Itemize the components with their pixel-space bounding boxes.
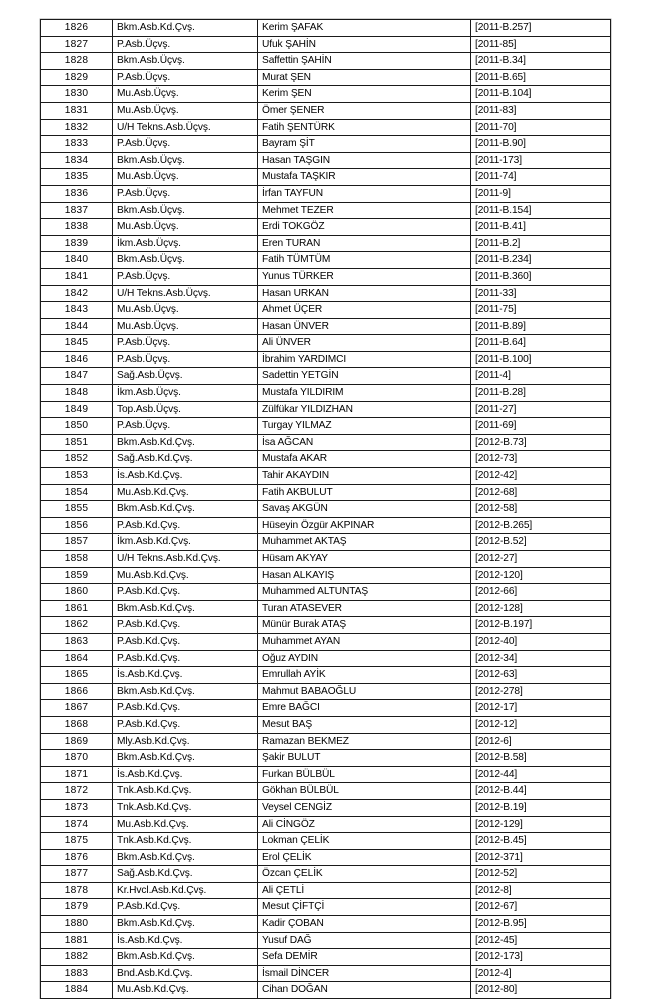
row-rank-cell: Tnk.Asb.Kd.Çvş. [113, 783, 258, 800]
row-rank-cell: Bkm.Asb.Kd.Çvş. [113, 600, 258, 617]
row-rank-cell: İkm.Asb.Üçvş. [113, 385, 258, 402]
table-row [41, 468, 611, 485]
row-rank-cell: Mly.Asb.Kd.Çvş. [113, 733, 258, 750]
row-rank-cell: P.Asb.Kd.Çvş. [113, 617, 258, 634]
row-reference-cell: [2012-80] [471, 982, 611, 999]
row-rank-cell: Bkm.Asb.Üçvş. [113, 152, 258, 169]
table-row [41, 567, 611, 584]
row-name-cell: Ali CİNGÖZ [258, 816, 471, 833]
row-rank-cell: P.Asb.Üçvş. [113, 36, 258, 53]
row-index-cell: 1829 [41, 69, 113, 86]
table-row [41, 418, 611, 435]
row-reference-cell: [2011-B.104] [471, 86, 611, 103]
row-reference-cell: [2012-B.73] [471, 434, 611, 451]
row-index-cell: 1871 [41, 766, 113, 783]
row-rank-cell: P.Asb.Üçvş. [113, 335, 258, 352]
row-rank-cell: P.Asb.Kd.Çvş. [113, 899, 258, 916]
row-name-cell: Mustafa AKAR [258, 451, 471, 468]
row-rank-cell: Bkm.Asb.Üçvş. [113, 252, 258, 269]
row-name-cell: Ramazan BEKMEZ [258, 733, 471, 750]
row-name-cell: Tahir AKAYDIN [258, 468, 471, 485]
row-index-cell: 1880 [41, 916, 113, 933]
row-reference-cell: [2011-B.90] [471, 136, 611, 153]
row-index-cell: 1842 [41, 285, 113, 302]
row-name-cell: Ufuk ŞAHİN [258, 36, 471, 53]
row-reference-cell: [2011-B.154] [471, 202, 611, 219]
row-rank-cell: Top.Asb.Üçvş. [113, 401, 258, 418]
row-name-cell: Muhammed ALTUNTAŞ [258, 584, 471, 601]
table-row [41, 185, 611, 202]
row-rank-cell: P.Asb.Kd.Çvş. [113, 700, 258, 717]
row-index-cell: 1883 [41, 965, 113, 982]
row-name-cell: Eren TURAN [258, 235, 471, 252]
row-index-cell: 1827 [41, 36, 113, 53]
row-reference-cell: [2012-34] [471, 650, 611, 667]
row-rank-cell: Bnd.Asb.Kd.Çvş. [113, 965, 258, 982]
row-reference-cell: [2012-45] [471, 932, 611, 949]
row-rank-cell: Bkm.Asb.Kd.Çvş. [113, 434, 258, 451]
row-reference-cell: [2011-173] [471, 152, 611, 169]
row-reference-cell: [2012-B.19] [471, 799, 611, 816]
roster-table-body [41, 20, 611, 999]
row-name-cell: Sefa DEMİR [258, 949, 471, 966]
row-reference-cell: [2011-70] [471, 119, 611, 136]
row-reference-cell: [2012-52] [471, 866, 611, 883]
table-row [41, 882, 611, 899]
row-rank-cell: İkm.Asb.Kd.Çvş. [113, 534, 258, 551]
row-rank-cell: Mu.Asb.Kd.Çvş. [113, 982, 258, 999]
row-name-cell: Murat ŞEN [258, 69, 471, 86]
row-name-cell: Fatih ŞENTÜRK [258, 119, 471, 136]
table-row [41, 53, 611, 70]
row-rank-cell: Mu.Asb.Kd.Çvş. [113, 567, 258, 584]
table-row [41, 219, 611, 236]
row-index-cell: 1870 [41, 750, 113, 767]
row-name-cell: Ahmet ÜÇER [258, 302, 471, 319]
row-index-cell: 1848 [41, 385, 113, 402]
row-index-cell: 1869 [41, 733, 113, 750]
row-reference-cell: [2012-12] [471, 716, 611, 733]
row-reference-cell: [2011-B.28] [471, 385, 611, 402]
table-row [41, 833, 611, 850]
row-rank-cell: Bkm.Asb.Kd.Çvş. [113, 683, 258, 700]
row-reference-cell: [2012-371] [471, 849, 611, 866]
row-name-cell: Mesut ÇİFTÇİ [258, 899, 471, 916]
row-name-cell: Oğuz AYDIN [258, 650, 471, 667]
table-row [41, 69, 611, 86]
row-reference-cell: [2012-27] [471, 551, 611, 568]
row-reference-cell: [2011-B.234] [471, 252, 611, 269]
row-reference-cell: [2011-B.360] [471, 268, 611, 285]
row-index-cell: 1862 [41, 617, 113, 634]
row-rank-cell: Mu.Asb.Kd.Çvş. [113, 484, 258, 501]
row-index-cell: 1846 [41, 351, 113, 368]
row-reference-cell: [2012-44] [471, 766, 611, 783]
row-name-cell: Hüsam AKYAY [258, 551, 471, 568]
row-reference-cell: [2012-B.52] [471, 534, 611, 551]
row-rank-cell: Bkm.Asb.Kd.Çvş. [113, 20, 258, 37]
row-name-cell: Kerim ŞEN [258, 86, 471, 103]
row-reference-cell: [2012-B.58] [471, 750, 611, 767]
row-reference-cell: [2012-17] [471, 700, 611, 717]
table-row [41, 600, 611, 617]
row-name-cell: Gökhan BÜLBÜL [258, 783, 471, 800]
row-reference-cell: [2012-129] [471, 816, 611, 833]
row-rank-cell: P.Asb.Üçvş. [113, 69, 258, 86]
row-reference-cell: [2011-B.34] [471, 53, 611, 70]
row-index-cell: 1839 [41, 235, 113, 252]
row-rank-cell: P.Asb.Üçvş. [113, 185, 258, 202]
row-reference-cell: [2011-9] [471, 185, 611, 202]
row-rank-cell: Mu.Asb.Üçvş. [113, 102, 258, 119]
row-reference-cell: [2011-74] [471, 169, 611, 186]
row-index-cell: 1832 [41, 119, 113, 136]
table-row [41, 351, 611, 368]
table-row [41, 783, 611, 800]
row-name-cell: Hüseyin Özgür AKPINAR [258, 517, 471, 534]
row-name-cell: Furkan BÜLBÜL [258, 766, 471, 783]
row-reference-cell: [2012-68] [471, 484, 611, 501]
table-row [41, 534, 611, 551]
row-name-cell: Cihan DOĞAN [258, 982, 471, 999]
table-row [41, 20, 611, 37]
row-index-cell: 1866 [41, 683, 113, 700]
row-index-cell: 1875 [41, 833, 113, 850]
row-index-cell: 1857 [41, 534, 113, 551]
table-row [41, 36, 611, 53]
row-name-cell: Kerim ŞAFAK [258, 20, 471, 37]
row-reference-cell: [2011-83] [471, 102, 611, 119]
row-rank-cell: İs.Asb.Kd.Çvş. [113, 932, 258, 949]
row-index-cell: 1882 [41, 949, 113, 966]
table-row [41, 86, 611, 103]
row-rank-cell: P.Asb.Kd.Çvş. [113, 633, 258, 650]
table-row [41, 866, 611, 883]
row-name-cell: Lokman ÇELİK [258, 833, 471, 850]
row-reference-cell: [2012-63] [471, 667, 611, 684]
row-index-cell: 1868 [41, 716, 113, 733]
row-name-cell: Hasan TAŞGIN [258, 152, 471, 169]
row-name-cell: Mesut BAŞ [258, 716, 471, 733]
row-rank-cell: Tnk.Asb.Kd.Çvş. [113, 833, 258, 850]
table-row [41, 285, 611, 302]
row-rank-cell: P.Asb.Kd.Çvş. [113, 716, 258, 733]
table-row [41, 252, 611, 269]
row-index-cell: 1828 [41, 53, 113, 70]
table-row [41, 932, 611, 949]
row-reference-cell: [2012-B.44] [471, 783, 611, 800]
row-reference-cell: [2011-69] [471, 418, 611, 435]
row-name-cell: Mustafa TAŞKIR [258, 169, 471, 186]
table-row [41, 949, 611, 966]
row-index-cell: 1884 [41, 982, 113, 999]
table-row [41, 733, 611, 750]
table-row [41, 434, 611, 451]
table-row [41, 982, 611, 999]
row-rank-cell: Mu.Asb.Üçvş. [113, 318, 258, 335]
row-rank-cell: U/H Tekns.Asb.Üçvş. [113, 119, 258, 136]
row-rank-cell: Mu.Asb.Kd.Çvş. [113, 816, 258, 833]
row-reference-cell: [2012-4] [471, 965, 611, 982]
table-row [41, 136, 611, 153]
table-row [41, 816, 611, 833]
table-row [41, 268, 611, 285]
row-index-cell: 1844 [41, 318, 113, 335]
row-name-cell: Bayram ŞİT [258, 136, 471, 153]
row-reference-cell: [2012-66] [471, 584, 611, 601]
row-rank-cell: Sağ.Asb.Kd.Çvş. [113, 866, 258, 883]
table-row [41, 484, 611, 501]
row-name-cell: Kadir ÇOBAN [258, 916, 471, 933]
row-reference-cell: [2011-B.65] [471, 69, 611, 86]
table-row [41, 368, 611, 385]
row-index-cell: 1831 [41, 102, 113, 119]
row-name-cell: Veysel CENGİZ [258, 799, 471, 816]
row-name-cell: Mahmut BABAOĞLU [258, 683, 471, 700]
table-row [41, 683, 611, 700]
table-row [41, 551, 611, 568]
table-row [41, 202, 611, 219]
row-name-cell: Şakir BULUT [258, 750, 471, 767]
row-index-cell: 1853 [41, 468, 113, 485]
row-index-cell: 1851 [41, 434, 113, 451]
table-row [41, 899, 611, 916]
row-rank-cell: Bkm.Asb.Üçvş. [113, 53, 258, 70]
row-reference-cell: [2012-B.265] [471, 517, 611, 534]
row-reference-cell: [2012-128] [471, 600, 611, 617]
row-name-cell: Savaş AKGÜN [258, 501, 471, 518]
row-index-cell: 1852 [41, 451, 113, 468]
table-row [41, 667, 611, 684]
row-index-cell: 1879 [41, 899, 113, 916]
roster-table [40, 19, 611, 999]
row-reference-cell: [2011-B.89] [471, 318, 611, 335]
row-index-cell: 1861 [41, 600, 113, 617]
row-index-cell: 1855 [41, 501, 113, 518]
table-row [41, 501, 611, 518]
row-reference-cell: [2011-B.100] [471, 351, 611, 368]
row-reference-cell: [2012-B.45] [471, 833, 611, 850]
row-rank-cell: P.Asb.Kd.Çvş. [113, 650, 258, 667]
row-name-cell: Fatih AKBULUT [258, 484, 471, 501]
row-rank-cell: U/H Tekns.Asb.Kd.Çvş. [113, 551, 258, 568]
row-name-cell: Zülfükar YILDIZHAN [258, 401, 471, 418]
row-rank-cell: P.Asb.Üçvş. [113, 351, 258, 368]
row-index-cell: 1873 [41, 799, 113, 816]
row-reference-cell: [2012-120] [471, 567, 611, 584]
table-row [41, 617, 611, 634]
row-index-cell: 1863 [41, 633, 113, 650]
row-rank-cell: U/H Tekns.Asb.Üçvş. [113, 285, 258, 302]
row-name-cell: Erol ÇELİK [258, 849, 471, 866]
row-rank-cell: Bkm.Asb.Kd.Çvş. [113, 750, 258, 767]
row-reference-cell: [2011-27] [471, 401, 611, 418]
row-name-cell: Ömer ŞENER [258, 102, 471, 119]
row-rank-cell: P.Asb.Kd.Çvş. [113, 517, 258, 534]
table-row [41, 517, 611, 534]
row-reference-cell: [2011-75] [471, 302, 611, 319]
row-reference-cell: [2012-173] [471, 949, 611, 966]
table-row [41, 335, 611, 352]
row-rank-cell: Bkm.Asb.Kd.Çvş. [113, 501, 258, 518]
table-row [41, 119, 611, 136]
row-rank-cell: Mu.Asb.Üçvş. [113, 86, 258, 103]
row-reference-cell: [2011-B.41] [471, 219, 611, 236]
row-rank-cell: Mu.Asb.Üçvş. [113, 169, 258, 186]
table-row [41, 235, 611, 252]
row-index-cell: 1841 [41, 268, 113, 285]
row-rank-cell: Sağ.Asb.Kd.Çvş. [113, 451, 258, 468]
table-row [41, 401, 611, 418]
row-rank-cell: Bkm.Asb.Kd.Çvş. [113, 916, 258, 933]
row-rank-cell: Bkm.Asb.Üçvş. [113, 202, 258, 219]
row-rank-cell: P.Asb.Üçvş. [113, 136, 258, 153]
table-row [41, 766, 611, 783]
row-index-cell: 1854 [41, 484, 113, 501]
row-rank-cell: Sağ.Asb.Üçvş. [113, 368, 258, 385]
row-name-cell: Hasan ALKAYIŞ [258, 567, 471, 584]
row-reference-cell: [2011-B.257] [471, 20, 611, 37]
table-row [41, 965, 611, 982]
row-reference-cell: [2012-42] [471, 468, 611, 485]
row-index-cell: 1833 [41, 136, 113, 153]
row-rank-cell: İs.Asb.Kd.Çvş. [113, 468, 258, 485]
row-name-cell: Mehmet TEZER [258, 202, 471, 219]
row-index-cell: 1830 [41, 86, 113, 103]
row-rank-cell: Bkm.Asb.Kd.Çvş. [113, 949, 258, 966]
row-name-cell: İsa AĞCAN [258, 434, 471, 451]
table-row [41, 716, 611, 733]
row-index-cell: 1867 [41, 700, 113, 717]
table-row [41, 650, 611, 667]
row-name-cell: İrfan TAYFUN [258, 185, 471, 202]
table-row [41, 750, 611, 767]
row-index-cell: 1838 [41, 219, 113, 236]
table-row [41, 102, 611, 119]
row-rank-cell: Kr.Hvcl.Asb.Kd.Çvş. [113, 882, 258, 899]
row-name-cell: Mustafa YILDIRIM [258, 385, 471, 402]
row-reference-cell: [2011-4] [471, 368, 611, 385]
row-index-cell: 1845 [41, 335, 113, 352]
row-index-cell: 1860 [41, 584, 113, 601]
row-reference-cell: [2011-B.2] [471, 235, 611, 252]
table-row [41, 385, 611, 402]
row-reference-cell: [2012-58] [471, 501, 611, 518]
row-name-cell: Muhammet AKTAŞ [258, 534, 471, 551]
table-row [41, 916, 611, 933]
row-name-cell: İbrahim YARDIMCI [258, 351, 471, 368]
row-name-cell: Saffettin ŞAHİN [258, 53, 471, 70]
row-reference-cell: [2011-85] [471, 36, 611, 53]
row-reference-cell: [2012-B.95] [471, 916, 611, 933]
row-rank-cell: İs.Asb.Kd.Çvş. [113, 667, 258, 684]
row-rank-cell: P.Asb.Üçvş. [113, 268, 258, 285]
row-rank-cell: İs.Asb.Kd.Çvş. [113, 766, 258, 783]
row-name-cell: Yusuf DAĞ [258, 932, 471, 949]
table-row [41, 633, 611, 650]
row-index-cell: 1874 [41, 816, 113, 833]
row-index-cell: 1826 [41, 20, 113, 37]
row-name-cell: Emre BAĞCI [258, 700, 471, 717]
row-index-cell: 1835 [41, 169, 113, 186]
row-name-cell: Ali ÜNVER [258, 335, 471, 352]
row-reference-cell: [2012-B.197] [471, 617, 611, 634]
row-index-cell: 1858 [41, 551, 113, 568]
row-reference-cell: [2012-40] [471, 633, 611, 650]
row-name-cell: Erdi TOKGÖZ [258, 219, 471, 236]
row-name-cell: Sadettin YETGİN [258, 368, 471, 385]
row-index-cell: 1850 [41, 418, 113, 435]
row-index-cell: 1859 [41, 567, 113, 584]
table-row [41, 584, 611, 601]
row-index-cell: 1856 [41, 517, 113, 534]
row-rank-cell: İkm.Asb.Üçvş. [113, 235, 258, 252]
row-name-cell: Yunus TÜRKER [258, 268, 471, 285]
row-reference-cell: [2011-B.64] [471, 335, 611, 352]
table-row [41, 700, 611, 717]
row-name-cell: Hasan URKAN [258, 285, 471, 302]
row-index-cell: 1837 [41, 202, 113, 219]
table-row [41, 849, 611, 866]
row-reference-cell: [2011-33] [471, 285, 611, 302]
row-rank-cell: Tnk.Asb.Kd.Çvş. [113, 799, 258, 816]
row-rank-cell: P.Asb.Üçvş. [113, 418, 258, 435]
row-index-cell: 1847 [41, 368, 113, 385]
row-name-cell: Turan ATASEVER [258, 600, 471, 617]
row-reference-cell: [2012-67] [471, 899, 611, 916]
row-reference-cell: [2012-73] [471, 451, 611, 468]
row-index-cell: 1876 [41, 849, 113, 866]
row-index-cell: 1865 [41, 667, 113, 684]
row-name-cell: Fatih TÜMTÜM [258, 252, 471, 269]
table-row [41, 799, 611, 816]
row-name-cell: Münür Burak ATAŞ [258, 617, 471, 634]
row-index-cell: 1878 [41, 882, 113, 899]
row-name-cell: Turgay YILMAZ [258, 418, 471, 435]
row-index-cell: 1864 [41, 650, 113, 667]
table-row [41, 152, 611, 169]
row-index-cell: 1872 [41, 783, 113, 800]
row-rank-cell: Bkm.Asb.Kd.Çvş. [113, 849, 258, 866]
row-index-cell: 1834 [41, 152, 113, 169]
row-name-cell: İsmail DİNCER [258, 965, 471, 982]
row-reference-cell: [2012-8] [471, 882, 611, 899]
row-reference-cell: [2012-278] [471, 683, 611, 700]
row-rank-cell: Mu.Asb.Üçvş. [113, 219, 258, 236]
table-row [41, 169, 611, 186]
row-index-cell: 1849 [41, 401, 113, 418]
table-row [41, 451, 611, 468]
row-index-cell: 1840 [41, 252, 113, 269]
table-row [41, 318, 611, 335]
row-rank-cell: P.Asb.Kd.Çvş. [113, 584, 258, 601]
row-index-cell: 1843 [41, 302, 113, 319]
table-row [41, 302, 611, 319]
row-index-cell: 1836 [41, 185, 113, 202]
row-name-cell: Muhammet AYAN [258, 633, 471, 650]
row-name-cell: Emrullah AYİK [258, 667, 471, 684]
row-name-cell: Ali ÇETLİ [258, 882, 471, 899]
row-index-cell: 1877 [41, 866, 113, 883]
row-name-cell: Özcan ÇELİK [258, 866, 471, 883]
row-reference-cell: [2012-6] [471, 733, 611, 750]
row-rank-cell: Mu.Asb.Üçvş. [113, 302, 258, 319]
row-index-cell: 1881 [41, 932, 113, 949]
row-name-cell: Hasan ÜNVER [258, 318, 471, 335]
